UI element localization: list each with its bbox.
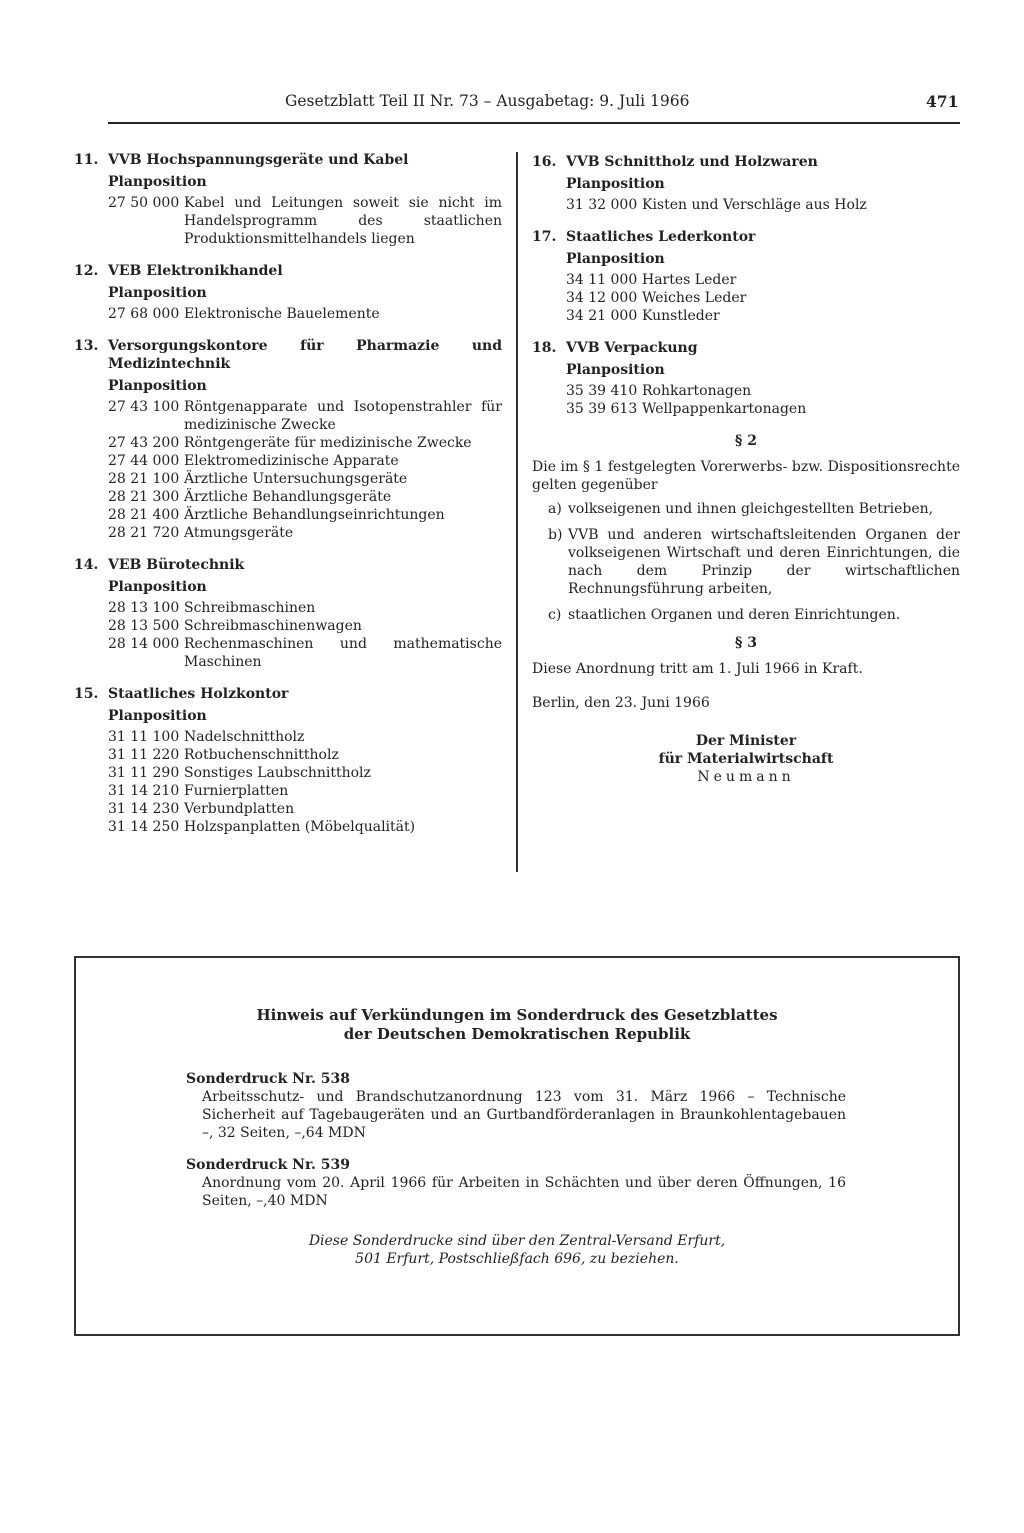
list-item bbox=[108, 746, 502, 764]
entry-number: 12. bbox=[74, 263, 99, 279]
item-code: 31 11 220 bbox=[108, 747, 180, 763]
item-code: 27 43 200 bbox=[108, 435, 180, 451]
section-3-text: Diese Anordnung tritt am 1. Juli 1966 in Kraft. bbox=[532, 661, 863, 677]
planposition-label: Planposition bbox=[566, 176, 665, 192]
item-code: 34 12 000 bbox=[566, 290, 638, 306]
notice-box bbox=[74, 956, 960, 1336]
list-text: volkseigenen und ihnen gleichgestellten Betrieben, bbox=[568, 501, 934, 517]
signature-name: Neumann bbox=[697, 769, 795, 785]
entry-title: VEB Elektronikhandel bbox=[108, 263, 283, 279]
item-desc: Kabel und Leitungen soweit sie nicht im Handelsprogramm des staatlichen Produktionsmittelhandels liegen bbox=[184, 195, 502, 247]
left-column bbox=[74, 151, 502, 850]
planposition-label: Planposition bbox=[108, 378, 207, 394]
item-code: 31 11 290 bbox=[108, 765, 180, 781]
list-item bbox=[108, 818, 502, 836]
notice-title-line: der Deutschen Demokratischen Republik bbox=[343, 1025, 691, 1043]
entry-number: 18. bbox=[532, 340, 557, 356]
entry-number: 14. bbox=[74, 557, 99, 573]
right-column bbox=[532, 153, 960, 786]
planposition-label: Planposition bbox=[566, 251, 665, 267]
place-date: Berlin, den 23. Juni 1966 bbox=[532, 695, 710, 711]
list-item bbox=[108, 488, 502, 506]
item-desc: Elektronische Bauelemente bbox=[184, 306, 380, 322]
item-code: 27 43 100 bbox=[108, 399, 180, 415]
list-item bbox=[108, 635, 502, 671]
notice-title bbox=[76, 1006, 958, 1044]
item-code: 31 14 210 bbox=[108, 783, 180, 799]
item-code: 31 11 100 bbox=[108, 729, 180, 745]
entry-16 bbox=[532, 153, 960, 214]
item-desc: Weiches Leder bbox=[642, 290, 747, 306]
signature-title: Der Minister bbox=[695, 733, 797, 749]
planposition-label: Planposition bbox=[108, 579, 207, 595]
item-desc: Hartes Leder bbox=[642, 272, 737, 288]
list-item bbox=[108, 452, 502, 470]
item-desc: Rotbuchenschnittholz bbox=[184, 747, 339, 763]
entry-11 bbox=[74, 151, 502, 248]
entry-15 bbox=[74, 685, 502, 836]
list-item bbox=[108, 764, 502, 782]
gazette-title: Gesetzblatt Teil II Nr. 73 – Ausgabetag: 9. Juli 1966 bbox=[285, 92, 690, 110]
list-item bbox=[108, 470, 502, 488]
item-code: 28 13 500 bbox=[108, 618, 180, 634]
entry-number: 17. bbox=[532, 229, 557, 245]
list-item bbox=[108, 434, 502, 452]
item-code: 27 68 000 bbox=[108, 306, 180, 322]
item-desc: Atmungsgeräte bbox=[184, 525, 294, 541]
section-2-heading: § 2 bbox=[735, 433, 757, 449]
list-item bbox=[566, 382, 960, 400]
page-header bbox=[0, 92, 1024, 118]
page-number: 471 bbox=[926, 92, 959, 111]
list-item bbox=[566, 271, 960, 289]
item-code: 28 14 000 bbox=[108, 636, 180, 652]
item-desc: Schreibmaschinen bbox=[184, 600, 316, 616]
list-item bbox=[566, 307, 960, 325]
notice-item bbox=[186, 1070, 846, 1142]
list-text: VVB und anderen wirtschaftsleitenden Organen der volkseigenen Wirtschaft und deren Einrichtungen, die nach dem Prinzip der wirtschaftlichen Rechnungsführung arbeiten, bbox=[568, 527, 960, 597]
item-desc: Rechenmaschinen und mathematische Maschinen bbox=[184, 636, 502, 670]
notice-footer bbox=[76, 1232, 958, 1268]
list-label: a) bbox=[548, 501, 562, 517]
item-code: 28 21 300 bbox=[108, 489, 180, 505]
list-item bbox=[108, 194, 502, 248]
entry-title: VVB Schnittholz und Holzwaren bbox=[566, 154, 818, 170]
entry-number: 13. bbox=[74, 338, 99, 354]
list-item bbox=[108, 524, 502, 542]
item-desc: Verbundplatten bbox=[184, 801, 295, 817]
item-desc: Kisten und Verschläge aus Holz bbox=[642, 197, 867, 213]
item-desc: Ärztliche Behandlungsgeräte bbox=[184, 489, 392, 505]
entry-number: 11. bbox=[74, 152, 99, 168]
list-text: staatlichen Organen und deren Einrichtungen. bbox=[568, 607, 901, 623]
item-code: 31 14 230 bbox=[108, 801, 180, 817]
item-desc: Röntgenapparate und Isotopenstrahler für medizinische Zwecke bbox=[184, 399, 502, 433]
list-item bbox=[108, 728, 502, 746]
entry-title: VEB Bürotechnik bbox=[108, 557, 245, 573]
item-desc: Nadelschnittholz bbox=[184, 729, 305, 745]
header-rule bbox=[108, 122, 960, 124]
item-desc: Rohkartonagen bbox=[642, 383, 752, 399]
signature-ministry: für Materialwirtschaft bbox=[658, 751, 834, 767]
entry-13 bbox=[74, 337, 502, 542]
item-desc: Wellpappenkartonagen bbox=[642, 401, 807, 417]
item-desc: Kunstleder bbox=[642, 308, 720, 324]
entry-title: VVB Verpackung bbox=[566, 340, 698, 356]
list-item bbox=[108, 398, 502, 434]
list-item bbox=[566, 400, 960, 418]
notice-item-label: Sonderdruck Nr. 539 bbox=[186, 1157, 351, 1173]
entry-title: VVB Hochspannungsgeräte und Kabel bbox=[108, 152, 409, 168]
section-2-list-item bbox=[532, 526, 960, 598]
item-desc: Röntgengeräte für medizinische Zwecke bbox=[184, 435, 472, 451]
entry-title: Staatliches Lederkontor bbox=[566, 229, 756, 245]
list-label: c) bbox=[548, 607, 562, 623]
item-desc: Elektromedizinische Apparate bbox=[184, 453, 399, 469]
entry-number: 15. bbox=[74, 686, 99, 702]
section-2-list-item bbox=[532, 606, 960, 624]
notice-item-text: Arbeitsschutz- und Brandschutzanordnung 123 vom 31. März 1966 – Technische Sicherheit auf Tagebaugeräten und an Gurtbandförderanlagen in Braunkohlentagebauen –, 32 Seiten, –,64 MDN bbox=[202, 1089, 846, 1141]
planposition-label: Planposition bbox=[108, 174, 207, 190]
notice-item-text: Anordnung vom 20. April 1966 für Arbeiten in Schächten und über deren Öffnungen, 16 Seiten, –,40 MDN bbox=[202, 1175, 846, 1209]
item-code: 34 11 000 bbox=[566, 272, 638, 288]
item-code: 28 21 100 bbox=[108, 471, 180, 487]
notice-footer-line: Diese Sonderdrucke sind über den Zentral-Versand Erfurt, bbox=[308, 1233, 726, 1249]
notice-item-label: Sonderdruck Nr. 538 bbox=[186, 1071, 351, 1087]
item-code: 35 39 613 bbox=[566, 401, 638, 417]
planposition-label: Planposition bbox=[566, 362, 665, 378]
notice-item bbox=[186, 1156, 846, 1210]
item-desc: Ärztliche Untersuchungsgeräte bbox=[184, 471, 408, 487]
entry-title: Versorgungskontore für Pharmazie und Medizintechnik bbox=[108, 338, 502, 372]
list-label: b) bbox=[548, 527, 563, 543]
section-3-heading: § 3 bbox=[735, 635, 757, 651]
entry-12 bbox=[74, 262, 502, 323]
item-code: 27 50 000 bbox=[108, 195, 180, 211]
entry-18 bbox=[532, 339, 960, 418]
entry-17 bbox=[532, 228, 960, 325]
planposition-label: Planposition bbox=[108, 708, 207, 724]
item-desc: Furnierplatten bbox=[184, 783, 289, 799]
list-item bbox=[566, 289, 960, 307]
item-code: 28 21 720 bbox=[108, 525, 180, 541]
entry-14 bbox=[74, 556, 502, 671]
item-code: 34 21 000 bbox=[566, 308, 638, 324]
entry-number: 16. bbox=[532, 154, 557, 170]
item-code: 31 14 250 bbox=[108, 819, 180, 835]
item-code: 28 13 100 bbox=[108, 600, 180, 616]
list-item bbox=[108, 599, 502, 617]
list-item bbox=[108, 782, 502, 800]
column-divider bbox=[516, 152, 518, 872]
section-2-intro: Die im § 1 festgelegten Vorerwerbs- bzw. Dispositionsrechte gelten gegenüber bbox=[532, 459, 960, 493]
list-item bbox=[566, 196, 960, 214]
item-code: 27 44 000 bbox=[108, 453, 180, 469]
section-2-list-item bbox=[532, 500, 960, 518]
planposition-label: Planposition bbox=[108, 285, 207, 301]
item-code: 28 21 400 bbox=[108, 507, 180, 523]
item-desc: Ärztliche Behandlungseinrichtungen bbox=[184, 507, 445, 523]
notice-title-line: Hinweis auf Verkündungen im Sonderdruck des Gesetzblattes bbox=[256, 1006, 778, 1024]
list-item bbox=[108, 506, 502, 524]
item-desc: Sonstiges Laubschnittholz bbox=[184, 765, 371, 781]
list-item bbox=[108, 800, 502, 818]
item-code: 35 39 410 bbox=[566, 383, 638, 399]
list-item bbox=[108, 305, 502, 323]
notice-footer-line: 501 Erfurt, Postschließfach 696, zu beziehen. bbox=[355, 1251, 679, 1267]
item-desc: Holzspanplatten (Möbelqualität) bbox=[184, 819, 416, 835]
item-desc: Schreibmaschinenwagen bbox=[184, 618, 362, 634]
entry-title: Staatliches Holzkontor bbox=[108, 686, 289, 702]
item-code: 31 32 000 bbox=[566, 197, 638, 213]
list-item bbox=[108, 617, 502, 635]
